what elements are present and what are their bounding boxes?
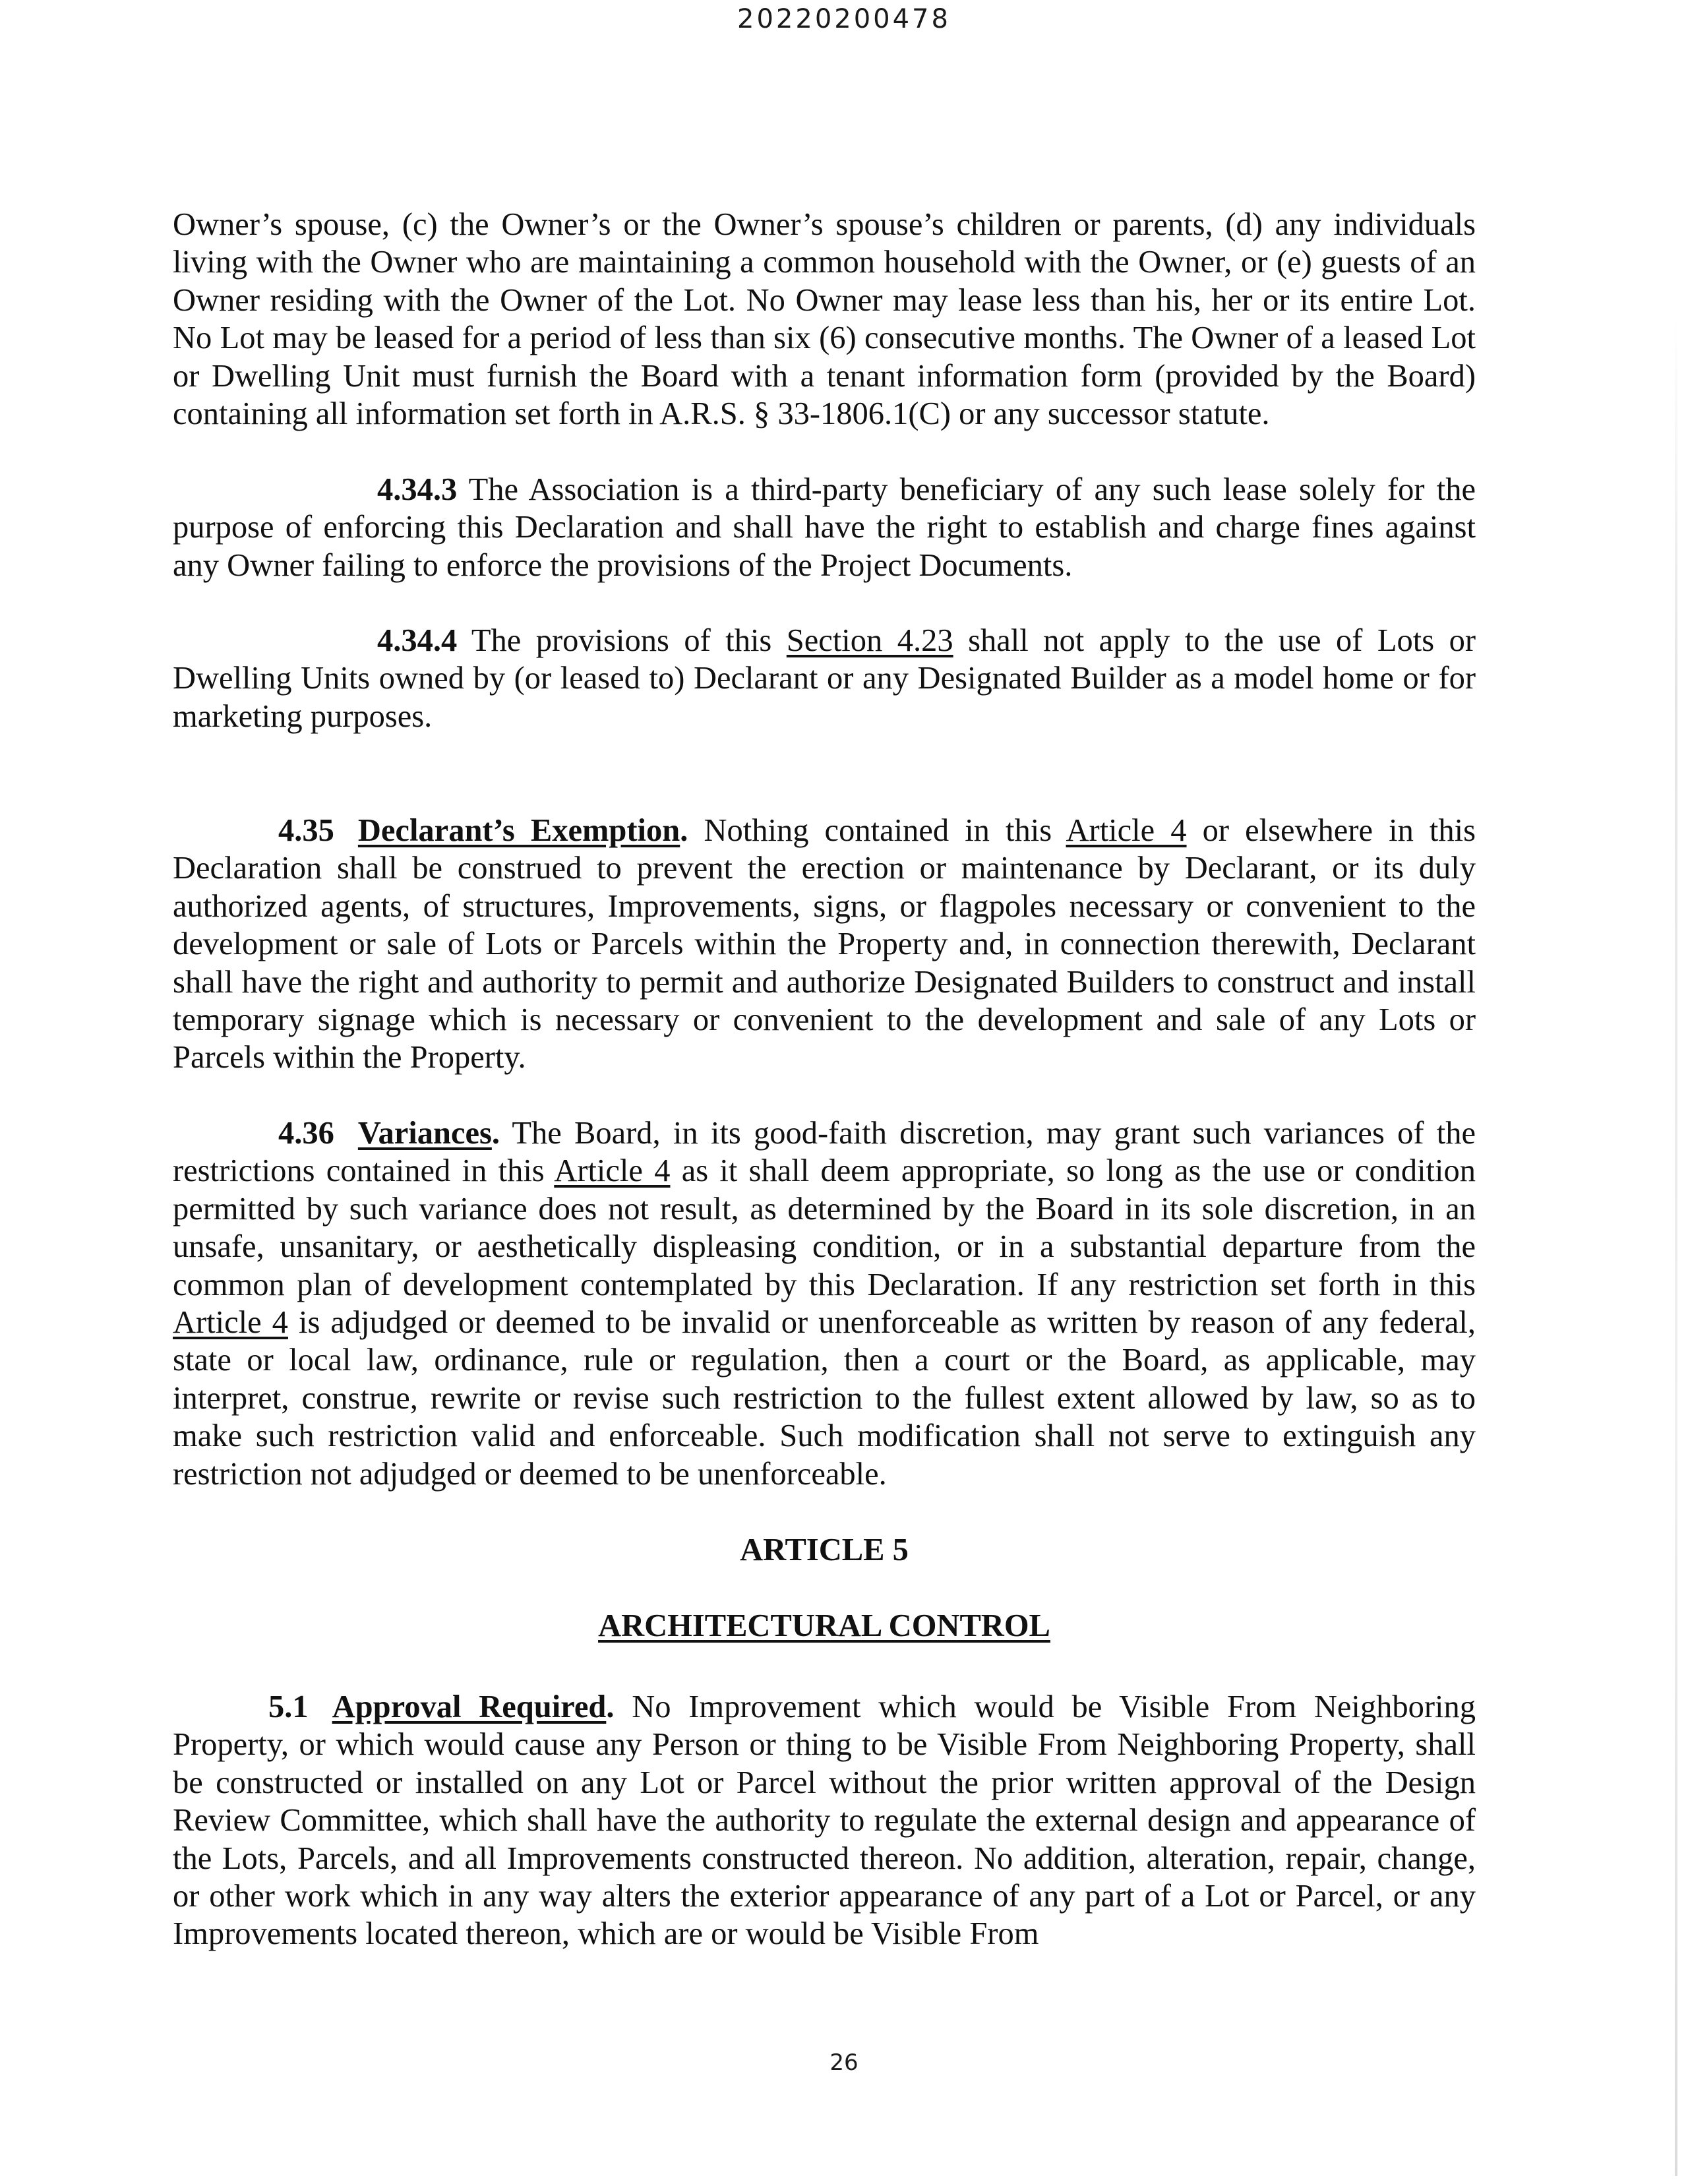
paragraph-text: No Improvement which would be Visible From Neighboring Property, or which would cause any Person or thing to be Visible From Neighboring Property, shall be constructed or installed on any Lot or Parcel without the prior written approval of the Design Review Committee, which shall have the authority to regulate the external design and appearance of the Lots, Parcels, and all Improvements constructed thereon. No addition, alteration, repair, change, or other work which in any way alters the exterior appearance of any part of a Lot or Parcel, or any Improvements located thereon, which are or would be Visible From	[173, 1689, 1476, 1952]
paragraph-text: as it shall deem appropriate, so long as the use or condition permitted by such variance does not result, as determined by the Board in its sole discretion, in an unsafe, unsanitary, or aesthetically displeasing condition, or in a substantial departure from the common plan of development contemplated by this Declaration. If any restriction set forth in this	[173, 1153, 1476, 1302]
section-number: 4.35	[278, 813, 334, 848]
section-number: 4.34.3	[377, 472, 458, 507]
section-number: 5.1	[268, 1689, 309, 1724]
section-reference: Section 4.23	[786, 623, 953, 658]
title-period: .	[680, 813, 688, 848]
section-title: Declarant’s Exemption	[357, 813, 680, 848]
paragraph-text: Nothing contained in this	[688, 813, 1066, 848]
article-label: ARTICLE 5	[740, 1532, 909, 1567]
paragraph-text: The Association is a third-party beneficiary of any such lease solely for the purpose of enforcing this Declaration and shall have the right to establish and charge fines against any Owner failing to enforce the provisions of the Project Documents.	[173, 472, 1476, 583]
article-reference: Article 4	[173, 1305, 288, 1341]
title-period: .	[606, 1689, 615, 1724]
article-title: ARCHITECTURAL CONTROL	[598, 1608, 1050, 1643]
article-reference: Article 4	[554, 1153, 671, 1189]
paragraph-text: is adjudged or deemed to be invalid or unenforceable as written by reason of any federal, state or local law, ordinance, rule or regulation, then a court or the Board, as applicable, may interpret, construe, rewrite or revise such restriction to the fullest extent allowed by law, so as to make such restriction valid and enforceable. Such modification shall not serve to extinguish any restriction not adjudged or deemed to be unenforceable.	[173, 1305, 1476, 1492]
paragraph-text: shall not apply to the use of Lots or Dwelling Units owned by (or leased to) Declarant or any Designated Builder as a model home or for marketing purposes.	[173, 623, 1476, 734]
paragraph-4-36	[173, 1114, 1476, 1493]
paragraph-5-1	[173, 1688, 1476, 1953]
section-number: 4.34.4	[377, 623, 458, 658]
paragraph-text: The Board, in its good-faith discretion, may grant such variances of the restrictions contained in this	[173, 1116, 1476, 1189]
paragraph-text: or elsewhere in this Declaration shall be construed to prevent the erection or maintenance by Declarant, or its duly authorized agents, of structures, Improvements, signs, or flagpoles necessary or convenient to the development or sale of Lots or Parcels within the Property and, in connection therewith, Declarant shall have the right and authority to permit and authorize Designated Builders to construct and install temporary signage which is necessary or convenient to the development and sale of any Lots or Parcels within the Property.	[173, 813, 1476, 1076]
title-period: .	[491, 1116, 500, 1151]
section-number: 4.36	[278, 1116, 334, 1151]
section-title: Approval Required	[332, 1689, 607, 1724]
article-reference: Article 4	[1066, 813, 1187, 848]
section-title: Variances	[357, 1116, 492, 1151]
paragraph-4-34-3	[173, 471, 1476, 584]
paragraph-4-35	[173, 812, 1476, 1077]
document-number: 20220200478	[737, 4, 951, 34]
page-number: 26	[829, 2049, 859, 2076]
paragraph-lease-continuation	[173, 206, 1476, 433]
paragraph-text: Owner’s spouse, (c) the Owner’s or the Owner’s spouse’s children or parents, (d) any individuals living with the Owner who are maintaining a common household with the Owner, or (e) guests of an Owner residing with the Owner of the Lot. No Owner may lease less than his, her or its entire Lot. No Lot may be leased for a period of less than six (6) consecutive months. The Owner of a leased Lot or Dwelling Unit must furnish the Board with a tenant information form (provided by the Board) containing all information set forth in A.R.S. § 33-1806.1(C) or any successor statute.	[173, 207, 1476, 432]
paragraph-4-34-4	[173, 622, 1476, 735]
paragraph-text: The provisions of this	[457, 623, 787, 658]
scan-edge-artifact	[1675, 317, 1677, 2176]
